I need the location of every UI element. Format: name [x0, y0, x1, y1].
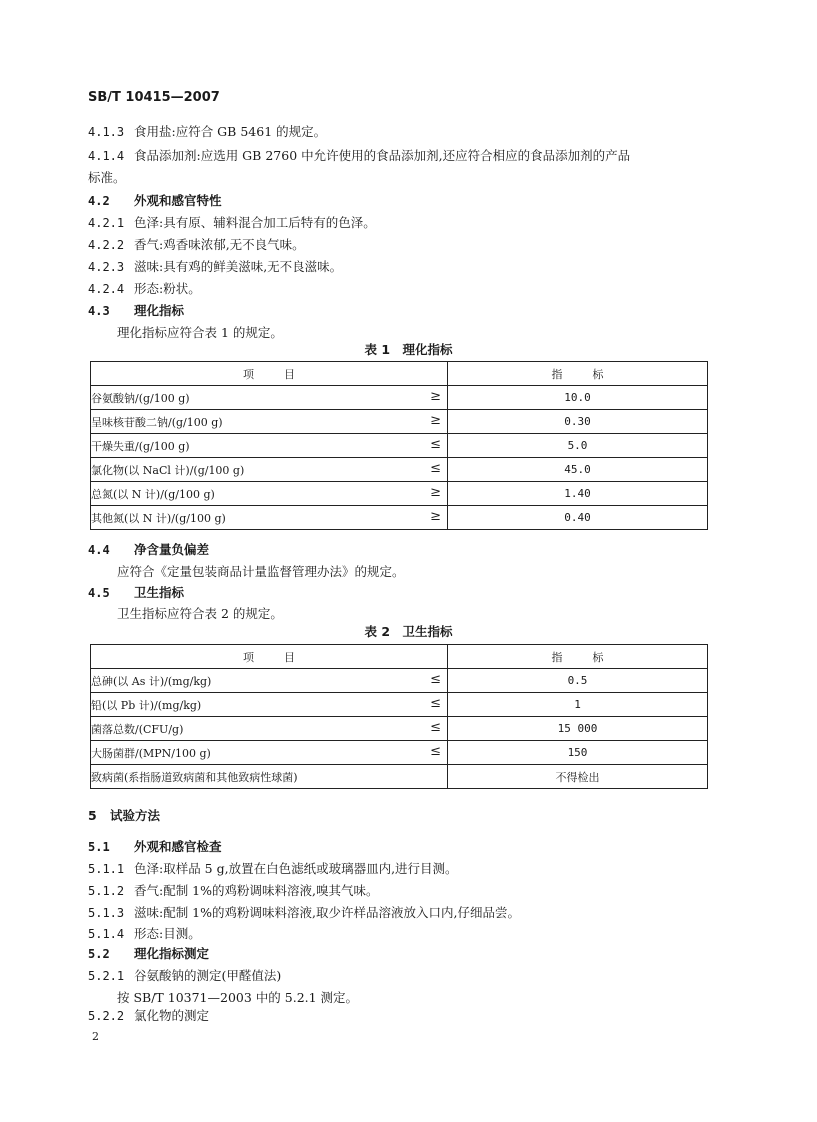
clause-number: 5.1.4 [88, 927, 125, 941]
section-title: 理化指标测定 [134, 946, 210, 961]
table-row [91, 693, 708, 717]
item-label: 氯化物(以 NaCl 计)/(g/100 g) [91, 463, 245, 477]
item-cell [91, 482, 448, 506]
section-4-3-body: 理化指标应符合表 1 的规定。 [117, 325, 283, 340]
comparison-symbol: ≤ [430, 461, 441, 476]
table-row [91, 458, 708, 482]
value-cell: 0.5 [448, 669, 708, 693]
section-number: 4.4 [88, 543, 110, 557]
section-4-3-heading [88, 303, 184, 319]
clause-text: 食用盐:应符合 GB 5461 的规定。 [134, 124, 327, 139]
table-row [91, 669, 708, 693]
clause-number: 5.1.3 [88, 906, 125, 920]
section-4-5-heading [88, 585, 184, 601]
clause-number: 4.2.2 [88, 238, 125, 252]
table-row [91, 386, 708, 410]
item-label: 铅(以 Pb 计)/(mg/kg) [91, 698, 202, 712]
item-label: 其他氮(以 N 计)/(g/100 g) [91, 511, 226, 525]
table-2 [90, 644, 708, 789]
comparison-symbol: ≤ [430, 672, 441, 687]
section-5-2-heading [88, 946, 209, 962]
comparison-symbol: ≥ [430, 485, 441, 500]
section-title: 净含量负偏差 [134, 542, 210, 557]
item-label: 谷氨酸钠/(g/100 g) [91, 391, 190, 405]
comparison-symbol: ≤ [430, 437, 441, 452]
value-cell: 1 [448, 693, 708, 717]
item-label: 大肠菌群/(MPN/100 g) [91, 746, 211, 760]
table-row [91, 434, 708, 458]
value-cell: 150 [448, 741, 708, 765]
header-value: 指标 [448, 645, 708, 669]
table-row [91, 741, 708, 765]
section-title: 理化指标 [134, 303, 185, 318]
comparison-symbol: ≤ [430, 720, 441, 735]
table-row [91, 506, 708, 530]
clause-4-1-4-continued: 标准。 [88, 170, 126, 185]
item-cell [91, 741, 448, 765]
value-cell: 0.30 [448, 410, 708, 434]
table-header-row [91, 362, 708, 386]
section-5-1-heading [88, 839, 222, 855]
clause-5-2-1 [88, 968, 281, 984]
item-cell [91, 717, 448, 741]
clause-number: 5.1.1 [88, 862, 125, 876]
clause-5-1-1 [88, 861, 458, 877]
section-number: 5.1 [88, 840, 110, 854]
comparison-symbol: ≤ [430, 744, 441, 759]
table-2-caption: 表 2 卫生指标 [364, 624, 453, 639]
clause-text: 形态:粉状。 [134, 281, 201, 296]
clause-title: 谷氨酸钠的测定(甲醛值法) [134, 968, 282, 983]
table-row [91, 717, 708, 741]
item-label: 菌落总数/(CFU/g) [91, 722, 184, 736]
table-1-caption: 表 1 理化指标 [364, 342, 453, 357]
clause-text: 形态:目测。 [134, 926, 201, 941]
section-number: 5.2 [88, 947, 110, 961]
item-label: 干燥失重/(g/100 g) [91, 439, 190, 453]
clause-number: 4.1.3 [88, 125, 125, 139]
clause-5-1-3 [88, 905, 520, 921]
header-item: 项目 [91, 645, 448, 669]
clause-5-2-1-body: 按 SB/T 10371—2003 中的 5.2.1 测定。 [117, 990, 359, 1005]
clause-title: 氯化物的测定 [134, 1008, 210, 1023]
clause-number: 5.2.1 [88, 969, 125, 983]
clause-4-2-2 [88, 237, 305, 253]
table-row [91, 410, 708, 434]
clause-text: 香气:配制 1%的鸡粉调味料溶液,嗅其气味。 [134, 883, 379, 898]
section-title: 外观和感官检查 [134, 839, 222, 854]
clause-5-1-4 [88, 926, 201, 942]
clause-5-2-2 [88, 1008, 209, 1024]
header-value: 指标 [448, 362, 708, 386]
item-cell [91, 410, 448, 434]
section-title: 外观和感官特性 [134, 193, 222, 208]
value-cell: 15 000 [448, 717, 708, 741]
comparison-symbol: ≥ [430, 509, 441, 524]
table-row [91, 765, 708, 789]
clause-text: 滋味:配制 1%的鸡粉调味料溶液,取少许样品溶液放入口内,仔细品尝。 [134, 905, 520, 920]
item-label: 致病菌(系指肠道致病菌和其他致病性球菌) [91, 770, 298, 784]
clause-text: 食品添加剂:应选用 GB 2760 中允许使用的食品添加剂,还应符合相应的食品添加剂的产品 [134, 148, 631, 163]
document-header: SB/T 10415—2007 [88, 90, 220, 105]
item-label: 总氮(以 N 计)/(g/100 g) [91, 487, 215, 501]
clause-4-2-1 [88, 215, 376, 231]
clause-number: 4.2.4 [88, 282, 125, 296]
section-4-4-heading [88, 542, 209, 558]
section-title: 卫生指标 [134, 585, 185, 600]
clause-text: 香气:鸡香味浓郁,无不良气味。 [134, 237, 305, 252]
table-header-row [91, 645, 708, 669]
clause-text: 色泽:取样品 5 g,放置在白色滤纸或玻璃器皿内,进行目测。 [134, 861, 458, 876]
item-cell [91, 386, 448, 410]
table-1 [90, 361, 708, 530]
page-number: 2 [92, 1030, 99, 1043]
comparison-symbol: ≤ [430, 696, 441, 711]
item-cell [91, 669, 448, 693]
item-label: 总砷(以 As 计)/(mg/kg) [91, 674, 212, 688]
section-number: 4.2 [88, 194, 110, 208]
section-title: 试验方法 [110, 808, 161, 823]
comparison-symbol: ≥ [430, 389, 441, 404]
clause-4-2-3 [88, 259, 342, 275]
clause-text: 滋味:具有鸡的鲜美滋味,无不良滋味。 [134, 259, 343, 274]
section-4-2-heading [88, 193, 222, 209]
clause-number: 4.2.1 [88, 216, 125, 230]
section-4-4-body: 应符合《定量包装商品计量监督管理办法》的规定。 [117, 564, 405, 579]
section-5-heading [88, 808, 160, 824]
comparison-symbol: ≥ [430, 413, 441, 428]
value-cell: 45.0 [448, 458, 708, 482]
clause-number: 5.2.2 [88, 1009, 125, 1023]
clause-text: 色泽:具有原、辅料混合加工后特有的色泽。 [134, 215, 376, 230]
clause-5-1-2 [88, 883, 379, 899]
table-row [91, 482, 708, 506]
value-cell: 不得检出 [448, 765, 708, 789]
clause-4-1-4 [88, 148, 630, 164]
value-cell: 10.0 [448, 386, 708, 410]
value-cell: 5.0 [448, 434, 708, 458]
clause-4-1-3 [88, 124, 326, 140]
value-cell: 1.40 [448, 482, 708, 506]
clause-number: 4.1.4 [88, 149, 125, 163]
clause-number: 5.1.2 [88, 884, 125, 898]
item-cell [91, 458, 448, 482]
section-number: 5 [88, 808, 97, 823]
item-cell [91, 506, 448, 530]
clause-4-2-4 [88, 281, 201, 297]
item-label: 呈味核苷酸二钠/(g/100 g) [91, 415, 223, 429]
section-number: 4.5 [88, 586, 110, 600]
clause-number: 4.2.3 [88, 260, 125, 274]
header-item: 项目 [91, 362, 448, 386]
section-number: 4.3 [88, 304, 110, 318]
item-cell [91, 434, 448, 458]
section-4-5-body: 卫生指标应符合表 2 的规定。 [117, 606, 283, 621]
item-cell [91, 765, 448, 789]
item-cell [91, 693, 448, 717]
value-cell: 0.40 [448, 506, 708, 530]
